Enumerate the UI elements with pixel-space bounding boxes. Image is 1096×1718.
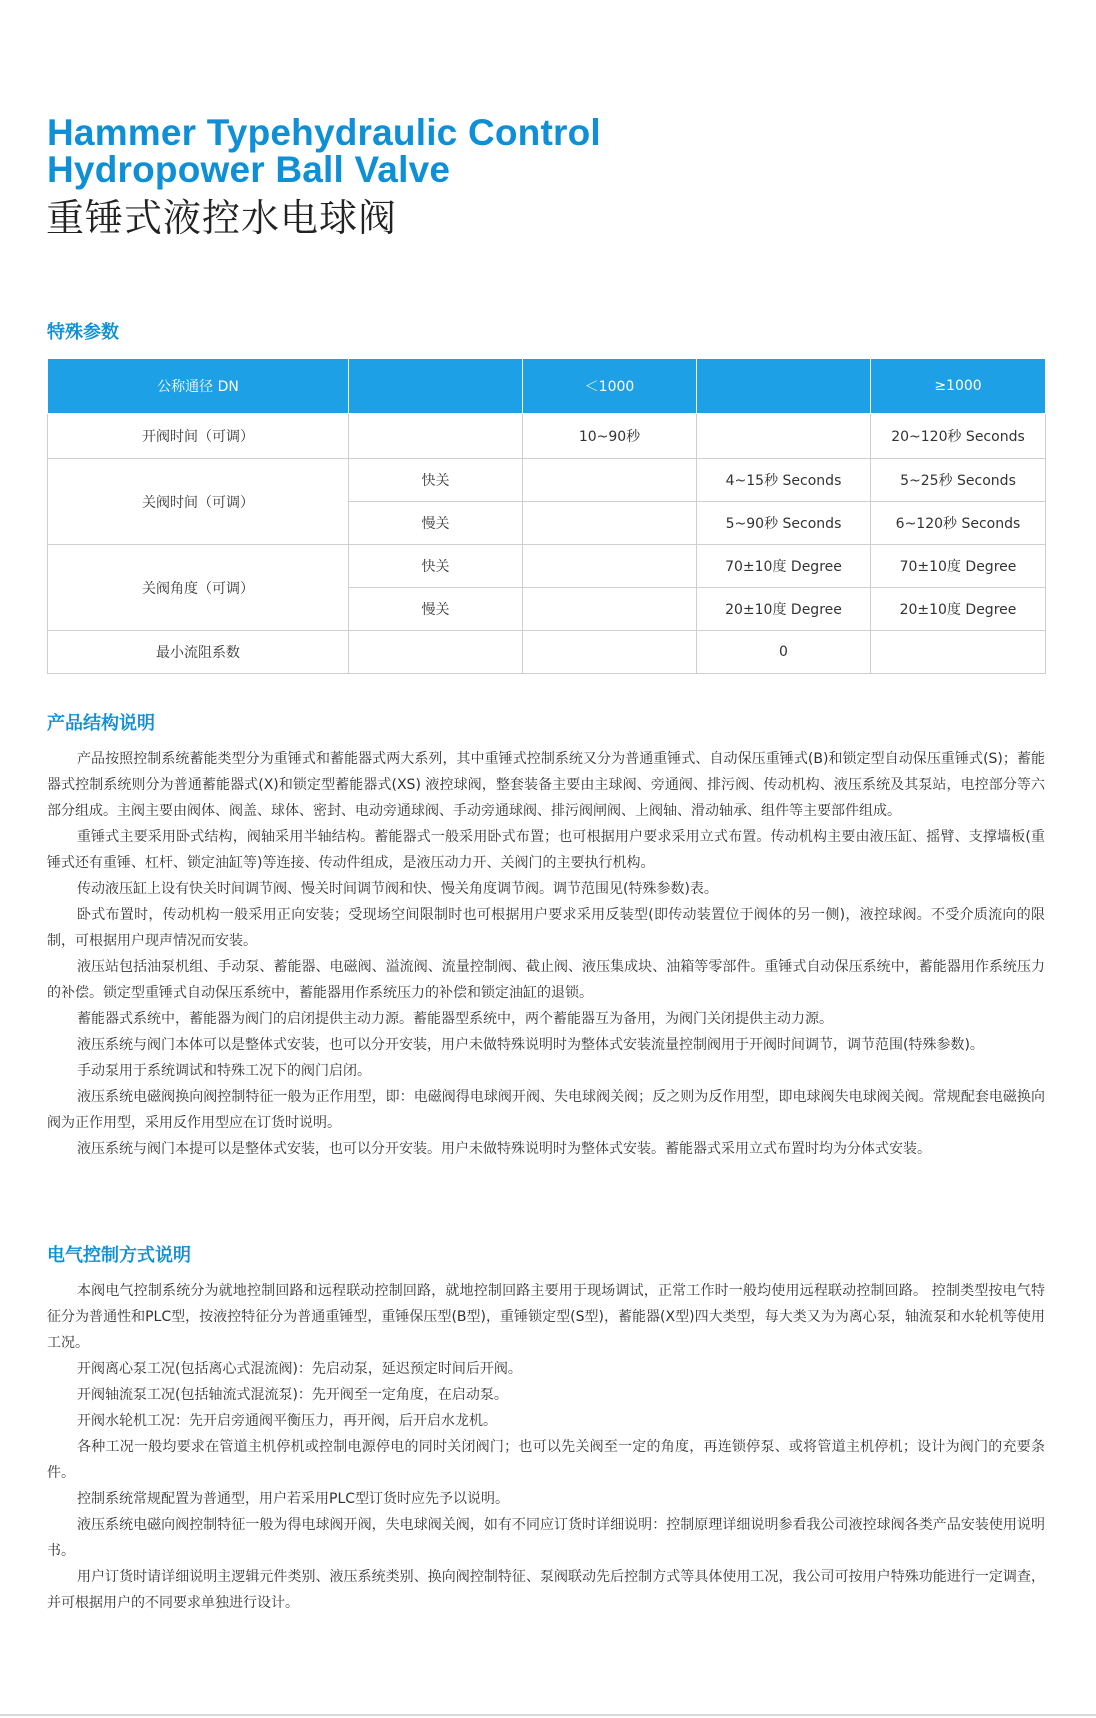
electrical-paragraph: 开阀轴流泵工况(包括轴流式混流泵)：先开阀至一定角度，在启动泵。 — [77, 1387, 508, 1403]
table-cell-empty — [523, 545, 697, 588]
open-time-ge1000: 20~120秒 Seconds — [871, 414, 1046, 459]
table-row-close-angle-fast — [48, 545, 1046, 588]
section-title-electrical: 电气控制方式说明 — [47, 1245, 191, 1266]
electrical-paragraph: 开阀水轮机工况：先开启旁通阀平衡压力，再开阀，后开启水龙机。 — [77, 1413, 497, 1429]
section-title-params: 特殊参数 — [47, 322, 119, 343]
header-cell-ge1000: ≥1000 — [871, 359, 1046, 414]
structure-paragraph: 液压系统电磁阀换向阀控制特征一般为正作用型，即：电磁阀得电球阀开阀、失电球阀关阀；反之则为反作用型，即电球阀失电球阀关阀。常规配套电磁换向阀为正作用型，采用反作用型应在订货时说明。 — [47, 1089, 1045, 1131]
title-english-line2: Hydropower Ball Valve — [47, 149, 451, 190]
header-cell-lt1000: ＜1000 — [523, 359, 697, 414]
table-cell-empty — [523, 459, 697, 502]
table-cell-empty — [871, 631, 1046, 674]
close-angle-fast-lt1000: 70±10度 Degree — [697, 545, 871, 588]
structure-paragraph: 液压系统与阀门本体可以是整体式安装，也可以分开安装，用户未做特殊说明时为整体式安装流量控制阀用于开阀时间调节，调节范围(特殊参数)。 — [77, 1037, 984, 1053]
structure-paragraph: 手动泵用于系统调试和特殊工况下的阀门启闭。 — [77, 1063, 371, 1079]
close-time-label: 关阀时间（可调） — [48, 459, 349, 545]
header-cell-blank-1 — [349, 359, 523, 414]
structure-paragraph: 产品按照控制系统蓄能类型分为重锤式和蓄能器式两大系列，其中重锤式控制系统又分为普通重锤式、自动保压重锤式(B)和锁定型自动保压重锤式(S)；蓄能器式控制系统则分为普通蓄能器式(X)和锁定型蓄能器式(XS) 液控球阀，整套装备主要由主球阀、旁通阀、排污阀、传动机构、液压系统及其泵站，电控部分等六部分组成。主阀主要由阀体、阀盖、球体、密封、电动旁通球阀、手动旁通球阀、排污阀闸阀、上阀轴、滑动轴承、组件等主要部件组成。 — [47, 751, 1045, 819]
close-angle-fast-ge1000: 70±10度 Degree — [871, 545, 1046, 588]
min-flow-label: 最小流阻系数 — [48, 631, 349, 674]
params-table — [47, 359, 1046, 674]
table-row-close-time-fast — [48, 459, 1046, 502]
title-chinese: 重锤式液控水电球阀 — [46, 196, 398, 240]
min-flow-value: 0 — [697, 631, 871, 674]
close-angle-slow-ge1000: 20±10度 Degree — [871, 588, 1046, 631]
table-cell-empty — [349, 631, 523, 674]
structure-paragraph: 重锤式主要采用卧式结构，阀轴采用半轴结构。蓄能器式一般采用卧式布置；也可根据用户要求采用立式布置。传动机构主要由液压缸、摇臂、支撑墙板(重锤式还有重锤、杠杆、锁定油缸等)等连接、传动件组成，是液压动力开、关阀门的主要执行机构。 — [47, 829, 1045, 871]
table-row-min-flow — [48, 631, 1046, 674]
header-cell-dn: 公称通径 DN — [48, 359, 349, 414]
table-header-row — [48, 359, 1046, 414]
electrical-paragraph: 用户订货时请详细说明主逻辑元件类别、液压系统类别、换向阀控制特征、泵阀联动先后控制方式等具体使用工况，我公司可按用户特殊功能进行一定调查，并可根据用户的不同要求单独进行设计。 — [47, 1569, 1045, 1611]
table-cell-empty — [349, 414, 523, 459]
electrical-paragraph: 控制系统常规配置为普通型，用户若采用PLC型订货时应先予以说明。 — [77, 1491, 510, 1507]
table-cell-empty — [523, 588, 697, 631]
open-time-label: 开阀时间（可调） — [48, 414, 349, 459]
open-time-lt1000: 10~90秒 — [523, 414, 697, 459]
section-title-structure: 产品结构说明 — [47, 713, 155, 734]
table-row-open-time — [48, 414, 1046, 459]
electrical-paragraph: 开阀离心泵工况(包括离心式混流阀)：先启动泵，延迟预定时间后开阀。 — [77, 1361, 522, 1377]
close-time-fast-ge1000: 5~25秒 Seconds — [871, 459, 1046, 502]
title-english — [47, 114, 601, 188]
table-cell-empty — [523, 502, 697, 545]
electrical-paragraph: 液压系统电磁向阀控制特征一般为得电球阀开阀，失电球阀关阀，如有不同应订货时详细说明：控制原理详细说明参看我公司液控球阀各类产品安装使用说明书。 — [47, 1517, 1045, 1559]
table-cell-empty — [697, 414, 871, 459]
structure-paragraph: 卧式布置时，传动机构一般采用正向安装；受现场空间限制时也可根据用户要求采用反装型(即传动装置位于阀体的另一侧)，液控球阀。不受介质流向的限制，可根据用户现声情况而安装。 — [47, 907, 1045, 949]
close-time-slow-lt1000: 5~90秒 Seconds — [697, 502, 871, 545]
structure-paragraph: 液压站包括油泵机组、手动泵、蓄能器、电磁阀、溢流阀、流量控制阀、截止阀、液压集成块、油箱等零部件。重锤式自动保压系统中，蓄能器用作系统压力的补偿。锁定型重锤式自动保压系统中，蓄能器用作系统压力的补偿和锁定油缸的退锁。 — [47, 959, 1045, 1001]
electrical-paragraph: 本阀电气控制系统分为就地控制回路和远程联动控制回路，就地控制回路主要用于现场调试，正常工作时一般均使用远程联动控制回路。 控制类型按电气特征分为普通性和PLC型，按液控特征分为普通重锤型，重锤保压型(B型)，重锤锁定型(S型)，蓄能器(X型)四大类型，每大类又为为离心泵，轴流泵和水轮机等使用工况。 — [47, 1283, 1045, 1351]
close-angle-slow-lt1000: 20±10度 Degree — [697, 588, 871, 631]
electrical-paragraph: 各种工况一般均要求在管道主机停机或控制电源停电的同时关闭阀门；也可以先关阀至一定的角度，再连锁停泵、或将管道主机停机；设计为阀门的充要条件。 — [47, 1439, 1045, 1481]
close-time-fast-label: 快关 — [349, 459, 523, 502]
close-time-slow-ge1000: 6~120秒 Seconds — [871, 502, 1046, 545]
title-english-line1: Hammer Typehydraulic Control — [47, 112, 601, 153]
close-angle-label: 关阀角度（可调） — [48, 545, 349, 631]
close-time-fast-lt1000: 4~15秒 Seconds — [697, 459, 871, 502]
structure-text — [47, 746, 1045, 1162]
close-angle-fast-label: 快关 — [349, 545, 523, 588]
structure-paragraph: 传动液压缸上设有快关时间调节阀、慢关时间调节阀和快、慢关角度调节阀。调节范围见(特殊参数)表。 — [77, 881, 718, 897]
header-cell-blank-2 — [697, 359, 871, 414]
structure-paragraph: 蓄能器式系统中，蓄能器为阀门的启闭提供主动力源。蓄能器型系统中，两个蓄能器互为备用，为阀门关闭提供主动力源。 — [77, 1011, 833, 1027]
electrical-text — [47, 1278, 1045, 1616]
close-time-slow-label: 慢关 — [349, 502, 523, 545]
structure-paragraph: 液压系统与阀门本提可以是整体式安装，也可以分开安装。用户未做特殊说明时为整体式安装。蓄能器式采用立式布置时均为分体式安装。 — [77, 1141, 931, 1157]
close-angle-slow-label: 慢关 — [349, 588, 523, 631]
bottom-divider — [0, 1714, 1096, 1716]
table-cell-empty — [523, 631, 697, 674]
